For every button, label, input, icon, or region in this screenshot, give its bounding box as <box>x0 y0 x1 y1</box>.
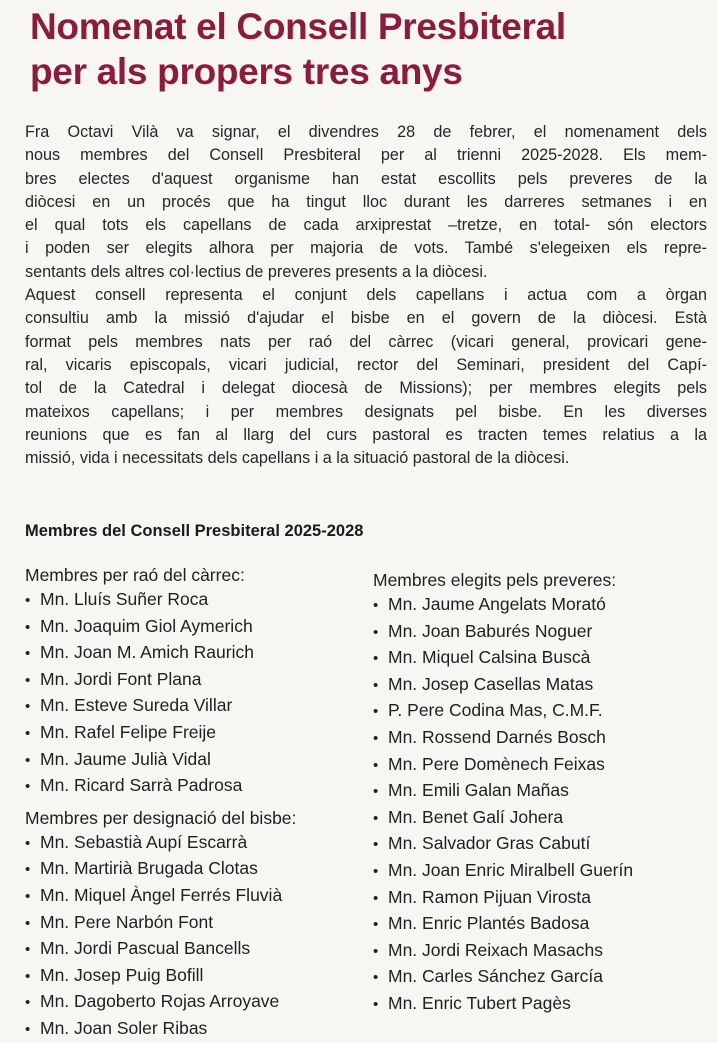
body-line: ral, vicaris episcopals, vicari judicial, rector del Seminari, president del Capí- <box>25 355 707 374</box>
bullet-icon: • <box>373 916 379 934</box>
body-line: Fra Octavi Vilà va signar, el divendres 28 de febrer, el nomenament dels <box>25 123 707 141</box>
member-name: Mn. Joan M. Amich Raurich <box>40 642 254 663</box>
bullet-icon: • <box>373 809 379 827</box>
members-list-by-office <box>25 587 365 800</box>
member-name: Mn. Josep Puig Bofill <box>40 964 204 985</box>
bullet-icon: • <box>373 729 379 747</box>
member-list-item <box>373 645 713 672</box>
member-name: Mn. Jordi Pascual Bancells <box>40 938 251 959</box>
bullet-icon: • <box>373 969 379 987</box>
group-title-elected: Membres elegits pels preveres: <box>373 570 617 590</box>
body-line: format pels membres nats per raó del càrrec (vicari general, provicari gene- <box>25 332 707 351</box>
member-list-item <box>25 640 365 667</box>
member-name: Mn. Pere Narbón Font <box>40 911 214 932</box>
body-line: consultiu amb la missió d'ajudar el bisbe en el govern de la diòcesi. Està <box>25 309 707 328</box>
bullet-icon: • <box>25 778 31 796</box>
bullet-icon: • <box>373 703 379 721</box>
member-name: Mn. Pere Domènech Feixas <box>388 753 605 774</box>
member-list-item <box>373 911 713 938</box>
bullet-icon: • <box>373 783 379 801</box>
member-list-item <box>25 883 365 910</box>
right-column <box>373 568 713 1018</box>
body-line: diòcesi en un procés que ha tingut lloc durant les darreres setmanes i en <box>25 192 707 211</box>
article-body <box>25 121 707 470</box>
bullet-icon: • <box>25 724 31 742</box>
member-name: Mn. Salvador Gras Cabutí <box>388 833 591 854</box>
bullet-icon: • <box>25 914 31 932</box>
bullet-icon: • <box>25 967 31 985</box>
member-name: Mn. Ricard Sarrà Padrosa <box>40 775 243 796</box>
member-name: Mn. Miquel Àngel Ferrés Fluvià <box>40 884 283 905</box>
member-list-item <box>25 720 365 747</box>
member-name: Mn. Joan Baburés Noguer <box>388 620 593 641</box>
member-list-item <box>373 938 713 965</box>
member-name: Mn. Josep Casellas Matas <box>388 673 594 694</box>
bullet-icon: • <box>25 941 31 959</box>
article-title-line-2: per als propers tres anys <box>30 51 463 92</box>
member-name: Mn. Joan Enric Miralbell Guerín <box>388 859 634 880</box>
bullet-icon: • <box>25 751 31 769</box>
bullet-icon: • <box>373 889 379 907</box>
member-list-item <box>373 885 713 912</box>
body-line: i poden ser elegits alhora per majoria de vots. També s'elegeixen els repre- <box>25 239 707 258</box>
member-list-item <box>25 667 365 694</box>
bullet-icon: • <box>373 597 379 614</box>
left-column <box>25 563 365 1043</box>
bullet-icon: • <box>25 671 31 689</box>
member-list-item <box>25 773 365 800</box>
member-name: Mn. Lluís Suñer Roca <box>40 589 209 609</box>
member-list-item <box>373 964 713 991</box>
member-name: Mn. Dagoberto Rojas Arroyave <box>40 991 280 1012</box>
body-line: reunions que es fan al llarg del curs pastoral es tracten temes relatius a la <box>25 425 707 444</box>
member-name: Mn. Enric Tubert Pagès <box>388 992 571 1013</box>
body-line: Aquest consell representa el conjunt dels capellans i actua com a òrgan <box>25 286 707 305</box>
bullet-icon: • <box>373 756 379 774</box>
bullet-icon: • <box>25 698 31 716</box>
bullet-icon: • <box>373 942 379 960</box>
members-list-by-bishop <box>25 830 365 1043</box>
bullet-icon: • <box>25 618 31 636</box>
group-by-bishop <box>25 806 365 1043</box>
body-line: mateixos capellans; i per membres designats pel bisbe. En les diverses <box>25 402 707 421</box>
member-list-item <box>25 1016 365 1043</box>
member-name: Mn. Jordi Font Plana <box>40 668 202 689</box>
bullet-icon: • <box>25 645 31 663</box>
member-list-item <box>373 752 713 779</box>
member-name: Mn. Jaume Julià Vidal <box>40 748 211 769</box>
bullet-icon: • <box>25 994 31 1012</box>
member-name: Mn. Joan Soler Ribas <box>40 1017 208 1038</box>
member-name: Mn. Miquel Calsina Buscà <box>388 647 591 668</box>
body-line: sentants dels altres col·lectius de preveres presents a la diòcesi. <box>25 262 488 281</box>
member-list-item <box>373 698 713 725</box>
group-title-by-bishop: Membres per designació del bisbe: <box>25 807 297 828</box>
member-list-item <box>373 858 713 885</box>
member-name: Mn. Rafel Felipe Freije <box>40 721 217 742</box>
member-name: Mn. Carles Sánchez García <box>388 966 603 987</box>
member-list-item <box>25 747 365 774</box>
member-list-item <box>25 614 365 641</box>
body-line: nous membres del Consell Presbiteral per al trienni 2025-2028. Els mem- <box>25 146 707 165</box>
member-list-item <box>25 936 365 963</box>
member-list-item <box>25 587 365 614</box>
bullet-icon: • <box>25 887 31 905</box>
members-list-elected <box>373 592 713 1018</box>
member-list-item <box>373 778 713 805</box>
member-name: Mn. Benet Galí Johera <box>388 806 564 827</box>
bullet-icon: • <box>373 836 379 854</box>
member-name: Mn. Rossend Darnés Bosch <box>388 726 606 747</box>
body-line: missió, vida i necessitats dels capellans i a la situació pastoral de la diòcesi. <box>25 449 570 468</box>
member-list-item <box>373 672 713 699</box>
bullet-icon: • <box>373 862 379 880</box>
body-line: tol de la Catedral i delegat diocesà de Missions); per membres elegits pels <box>25 379 707 398</box>
member-name: Mn. Esteve Sureda Villar <box>40 695 233 716</box>
bullet-icon: • <box>373 650 379 668</box>
body-line: el qual tots els capellans de cada arxiprestat –tretze, en total- són electors <box>25 216 707 235</box>
member-name: Mn. Jordi Reixach Masachs <box>388 939 603 960</box>
bullet-icon: • <box>25 861 31 879</box>
member-list-item <box>25 989 365 1016</box>
group-by-office <box>25 563 365 800</box>
body-line: bres electes d'aquest organisme han estat escollits pels preveres de la <box>25 169 707 188</box>
member-list-item <box>25 963 365 990</box>
group-title-by-office: Membres per raó del càrrec: <box>25 565 245 585</box>
member-name: Mn. Martirià Brugada Clotas <box>40 858 258 879</box>
member-list-item <box>25 856 365 883</box>
member-list-item <box>25 830 365 857</box>
members-heading: Membres del Consell Presbiteral 2025-2028 <box>25 522 364 540</box>
bullet-icon: • <box>25 834 31 852</box>
member-list-item <box>25 910 365 937</box>
bullet-icon: • <box>373 676 379 694</box>
member-list-item <box>373 592 713 619</box>
article-title-line-1: Nomenat el Consell Presbiteral <box>30 6 566 47</box>
bullet-icon: • <box>373 995 379 1013</box>
member-name: Mn. Emili Galan Mañas <box>388 780 569 801</box>
member-name: Mn. Sebastià Aupí Escarrà <box>40 831 248 852</box>
member-name: Mn. Joaquim Giol Aymerich <box>40 615 253 636</box>
bullet-icon: • <box>25 592 31 609</box>
member-list-item <box>373 831 713 858</box>
member-list-item <box>373 619 713 646</box>
member-name: P. Pere Codina Mas, C.M.F. <box>388 700 603 721</box>
article-title <box>30 4 710 94</box>
member-list-item <box>373 725 713 752</box>
member-list-item <box>373 991 713 1018</box>
group-elected <box>373 568 713 1018</box>
member-name: Mn. Enric Plantés Badosa <box>388 913 590 934</box>
member-name: Mn. Ramon Pijuan Virosta <box>388 886 591 907</box>
bullet-icon: • <box>25 1020 31 1038</box>
member-list-item <box>373 805 713 832</box>
member-name: Mn. Jaume Angelats Morató <box>388 594 606 614</box>
bullet-icon: • <box>373 623 379 641</box>
member-list-item <box>25 693 365 720</box>
